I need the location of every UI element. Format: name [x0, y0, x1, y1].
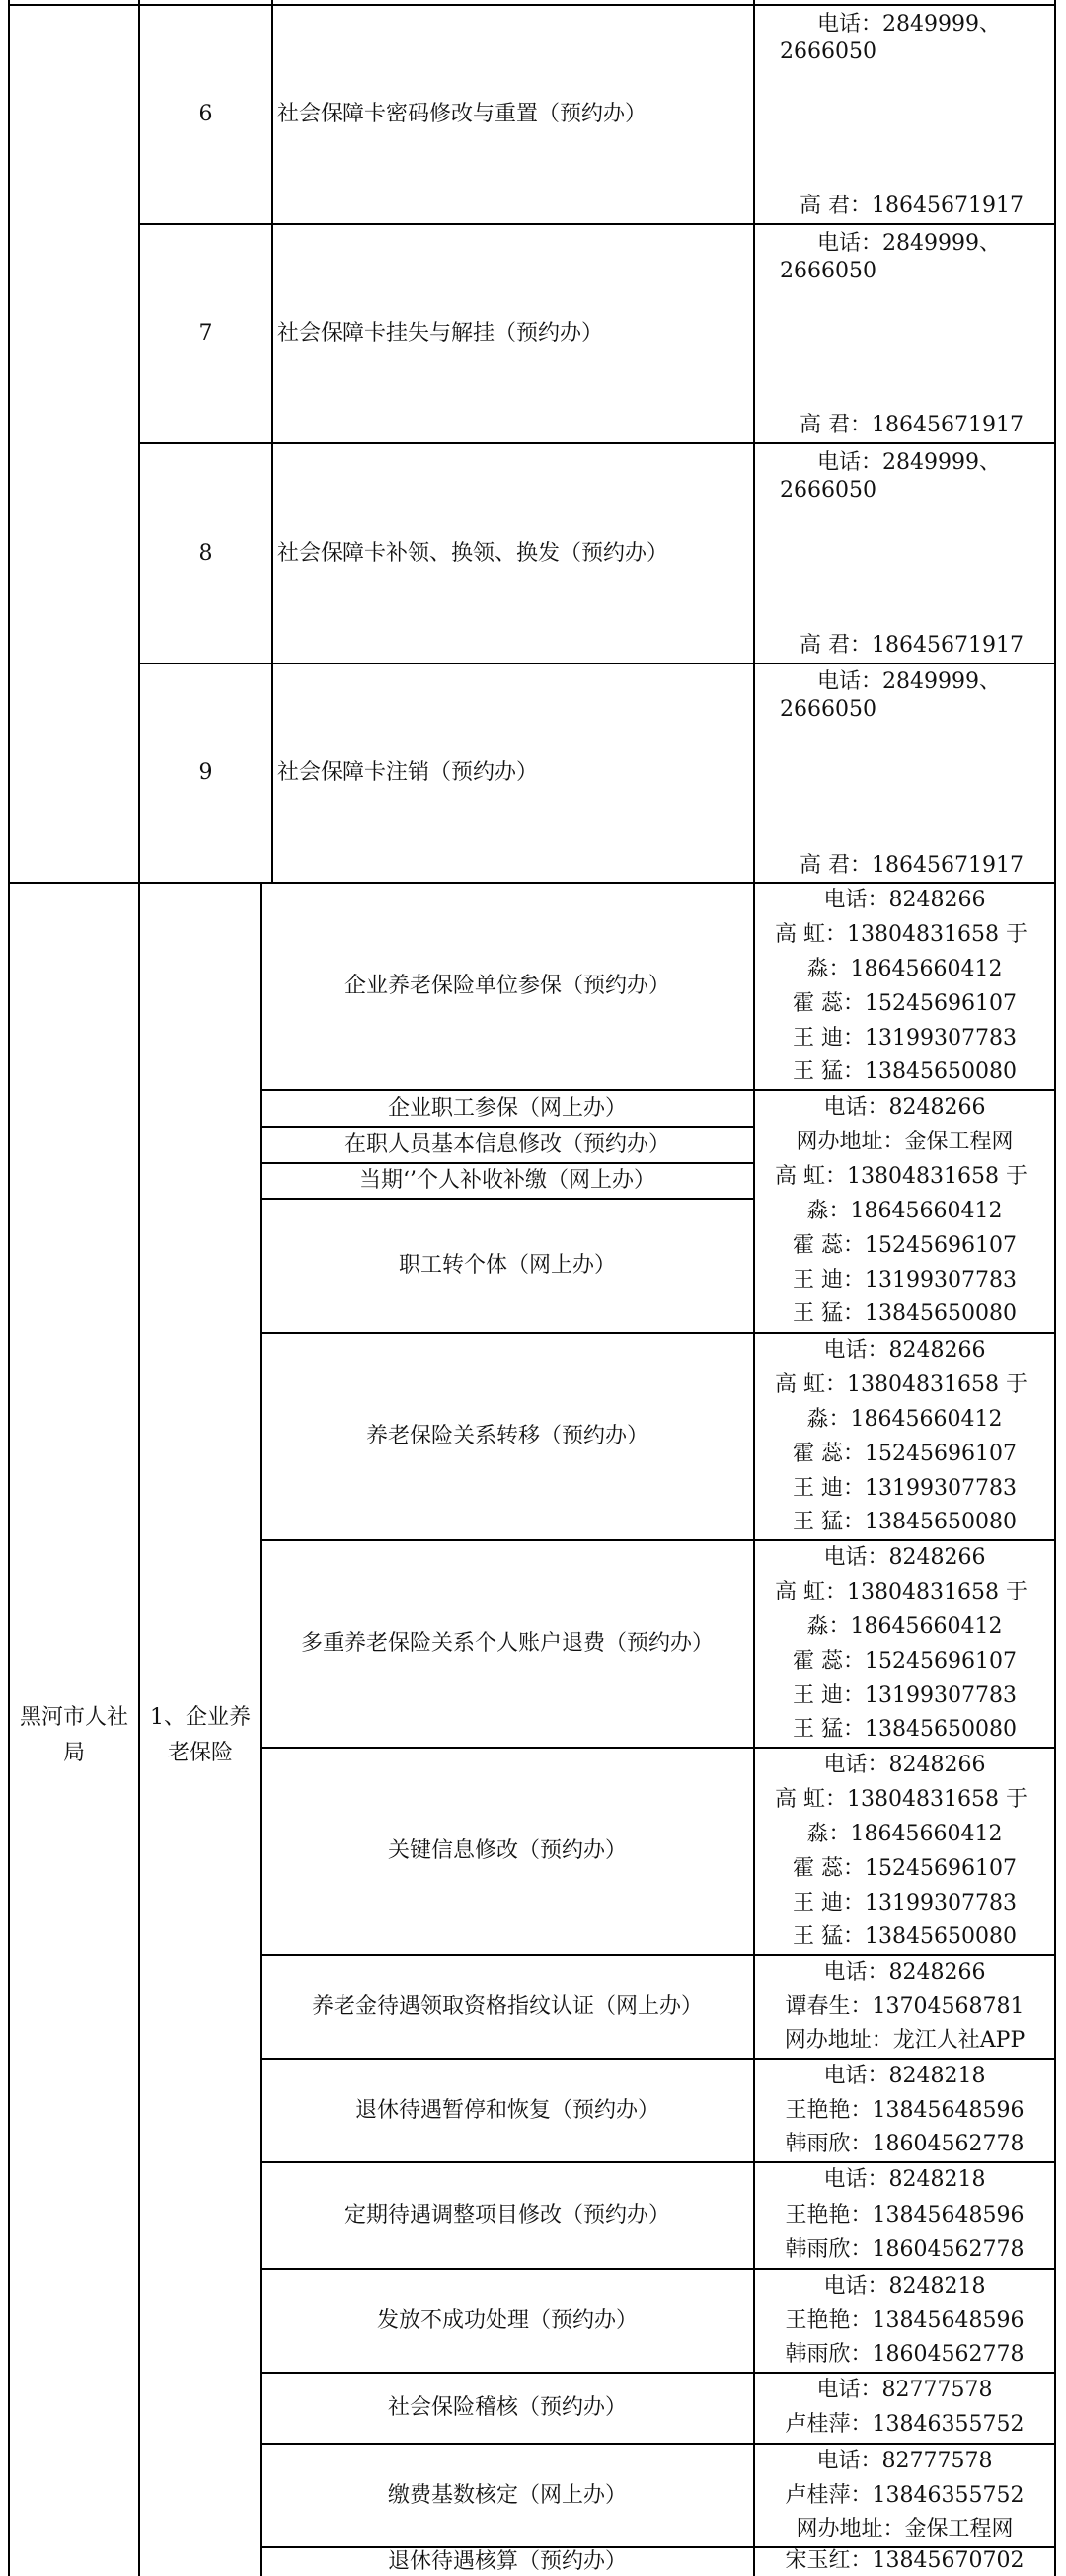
- contact-line: 韩雨欣：18604562778: [785, 2342, 1025, 2367]
- service-item: 关键信息修改（预约办）: [387, 1838, 627, 1863]
- service-item: 养老金待遇领取资格指纹认证（网上办）: [311, 1993, 703, 2019]
- contact-line: 霍 蕊：15245696107: [793, 1442, 1017, 1466]
- row-number: 9: [198, 760, 213, 785]
- service-item: 企业职工参保（网上办）: [387, 1095, 627, 1121]
- contact-person: 高 君：18645671917: [800, 194, 1024, 218]
- contact-line: 卢桂萍：13846355752: [785, 2483, 1025, 2508]
- service-item: 企业养老保险单位参保（预约办）: [343, 974, 670, 998]
- contact-line: 霍 蕊：15245696107: [793, 1233, 1017, 1258]
- contact-line: 淼：18645660412: [806, 1407, 1003, 1432]
- contact-line: 王 迪：13199307783: [793, 1476, 1017, 1501]
- contact-phone: 电话：2849999、: [817, 231, 1001, 256]
- contact-line: 高 虹：13804831658 于: [775, 922, 1028, 947]
- contact-line: 高 虹：13804831658 于: [775, 1787, 1028, 1812]
- contact-line: 高 虹：13804831658 于: [775, 1372, 1028, 1397]
- contact-line: 淼：18645660412: [806, 957, 1003, 981]
- contact-line: 电话：8248266: [823, 1545, 986, 1570]
- contact-phone: 电话：2849999、: [817, 450, 1001, 475]
- service-item: 养老保险关系转移（预约办）: [365, 1424, 648, 1448]
- contact-phone-cont: 2666050: [780, 259, 876, 283]
- contact-line: 王 猛：13845650080: [793, 1059, 1017, 1084]
- table-border-right: [1054, 0, 1056, 2576]
- service-item: 社会保障卡挂失与解挂（预约办）: [277, 321, 604, 346]
- contact-line: 高 虹：13804831658 于: [775, 1164, 1028, 1189]
- contact-line: 王艳艳：13845648596: [785, 2308, 1025, 2333]
- contact-line: 王 迪：13199307783: [793, 1026, 1017, 1051]
- department-cell: 黑河市人社局: [19, 1705, 128, 1765]
- contact-line: 王 猛：13845650080: [793, 1301, 1017, 1326]
- contact-line: 王 猛：13845650080: [793, 1510, 1017, 1534]
- contact-line: 王艳艳：13845648596: [785, 2098, 1025, 2123]
- contact-phone-cont: 2666050: [780, 478, 876, 503]
- service-item: 发放不成功处理（预约办）: [376, 2307, 638, 2333]
- contact-phone-cont: 2666050: [780, 39, 876, 64]
- service-item: 社会保障卡密码修改与重置（预约办）: [277, 102, 647, 126]
- contact-line: 网办地址：金保工程网: [796, 1130, 1014, 1154]
- contact-phone: 电话：2849999、: [817, 12, 1001, 37]
- service-item: 多重养老保险关系个人账户退费（预约办）: [300, 1631, 714, 1656]
- contact-line: 电话：8248266: [823, 1753, 986, 1777]
- service-item: 退休待遇核算（预约办）: [387, 2549, 627, 2574]
- contact-line: 电话：82777578: [816, 2378, 993, 2402]
- contact-line: 电话：8248266: [823, 1960, 986, 1985]
- contact-line: 王 迪：13199307783: [793, 1268, 1017, 1292]
- contact-line: 韩雨欣：18604562778: [785, 2132, 1025, 2156]
- contact-line: 网办地址：金保工程网: [796, 2517, 1014, 2541]
- contact-phone: 电话：2849999、: [817, 669, 1001, 694]
- service-item: 退休待遇暂停和恢复（预约办）: [354, 2097, 659, 2123]
- contact-phone-cont: 2666050: [780, 697, 876, 722]
- contact-line: 电话：8248218: [823, 2064, 986, 2088]
- contact-line: 卢桂萍：13846355752: [785, 2412, 1025, 2437]
- service-item: 当期‘’个人补收补缴（网上办）: [359, 1168, 655, 1193]
- table-border-left: [8, 0, 10, 2576]
- contact-line: 霍 蕊：15245696107: [793, 1649, 1017, 1674]
- contact-line: 电话：8248218: [823, 2167, 986, 2192]
- contact-line: 淼：18645660412: [806, 1822, 1003, 1846]
- contact-line: 淼：18645660412: [806, 1614, 1003, 1639]
- service-item: 社会保险稽核（预约办）: [387, 2395, 627, 2420]
- contact-line: 王 猛：13845650080: [793, 1717, 1017, 1742]
- service-item: 社会保障卡补领、换领、换发（预约办）: [277, 540, 669, 566]
- row-number: 7: [198, 321, 213, 346]
- contact-line: 电话：8248218: [823, 2274, 986, 2299]
- contact-line: 网办地址：龙江人社APP: [784, 2028, 1026, 2053]
- contact-line: 王 迪：13199307783: [793, 1891, 1017, 1915]
- contact-line: 高 虹：13804831658 于: [775, 1580, 1028, 1604]
- contact-person: 高 君：18645671917: [800, 633, 1024, 658]
- contact-line: 王 迪：13199307783: [793, 1683, 1017, 1708]
- contact-line: 霍 蕊：15245696107: [793, 1856, 1017, 1881]
- contact-line: 电话：8248266: [823, 1338, 986, 1363]
- contact-line: 淼：18645660412: [806, 1199, 1003, 1223]
- contact-line: 电话：8248266: [823, 888, 986, 912]
- service-item: 在职人员基本信息修改（预约办）: [343, 1132, 670, 1157]
- contact-person: 高 君：18645671917: [800, 853, 1024, 878]
- service-item: 缴费基数核定（网上办）: [387, 2482, 627, 2508]
- service-item: 定期待遇调整项目修改（预约办）: [343, 2203, 670, 2227]
- row-number: 6: [198, 102, 213, 126]
- service-item: 职工转个体（网上办）: [398, 1253, 616, 1278]
- contact-line: 电话：8248266: [823, 1095, 986, 1120]
- contact-line: 王艳艳：13845648596: [785, 2203, 1025, 2227]
- contact-line: 霍 蕊：15245696107: [793, 991, 1017, 1016]
- row-number: 8: [198, 540, 213, 566]
- contact-line: 王 猛：13845650080: [793, 1924, 1017, 1949]
- service-item: 社会保障卡注销（预约办）: [277, 760, 539, 785]
- contact-person: 高 君：18645671917: [800, 413, 1024, 437]
- category-cell: 1、企业养老保险: [150, 1705, 251, 1765]
- contact-line: 谭春生：13704568781: [785, 1994, 1025, 2019]
- contact-line: 韩雨欣：18604562778: [785, 2237, 1025, 2262]
- contact-line: 宋玉红：13845670702: [785, 2548, 1025, 2573]
- contact-line: 电话：82777578: [816, 2449, 993, 2473]
